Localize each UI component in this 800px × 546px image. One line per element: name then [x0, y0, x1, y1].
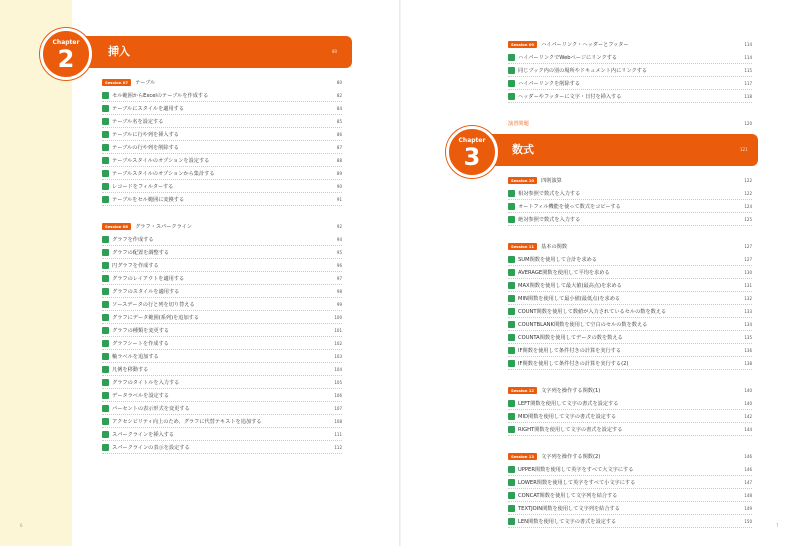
toc-item: [508, 64, 752, 77]
page-number: 114: [744, 42, 752, 47]
bullet-square-icon: [102, 275, 109, 282]
toc-item-title: テーブルの行や列を削除する: [112, 144, 179, 151]
page-number: 136: [744, 347, 752, 353]
page-number: 130: [744, 269, 752, 275]
toc-item-title: 円グラフを作成する: [112, 262, 159, 269]
toc-item: [102, 337, 342, 350]
page-number: 147: [744, 479, 752, 485]
page-number: 100: [334, 314, 342, 320]
bullet-square-icon: [508, 54, 515, 61]
toc-item-title: レコードをフィルターする: [112, 183, 174, 190]
toc-item: [508, 253, 752, 266]
session-badge: Session 08: [102, 223, 131, 230]
page-number: 112: [334, 444, 342, 450]
toc-item-title: ソースデータの行と列を切り替える: [112, 301, 195, 308]
bullet-square-icon: [508, 203, 515, 210]
toc-gap: [508, 436, 752, 450]
toc-item-title: ハイパーリンクでWebページにリンクする: [518, 54, 618, 61]
toc-gap: [102, 206, 342, 220]
session-badge: Session 07: [102, 79, 131, 86]
page-number: 89: [336, 170, 342, 176]
bullet-square-icon: [508, 256, 515, 263]
toc-item: [102, 272, 342, 285]
toc-item-title: テーブル名を設定する: [112, 118, 164, 125]
page-number: 111: [334, 431, 342, 437]
bullet-square-icon: [508, 479, 515, 486]
page-number: 105: [334, 379, 342, 385]
session-badge: Session 11: [508, 243, 537, 250]
toc-item: [508, 331, 752, 344]
page-number: 150: [744, 518, 752, 524]
toc-item-title: TEXTJOIN関数を使用して文字列を結合する: [518, 505, 620, 512]
page-number: 122: [744, 178, 752, 183]
toc-item: [102, 233, 342, 246]
page-number: 140: [744, 400, 752, 406]
bullet-square-icon: [102, 431, 109, 438]
toc-item: [508, 187, 752, 200]
page-number: 94: [336, 236, 342, 242]
toc-item-title: SUM関数を使用して合計を求める: [518, 256, 598, 263]
toc-item: [508, 305, 752, 318]
toc-item-title: テーブルスタイルのオプションから集計する: [112, 170, 215, 177]
bullet-square-icon: [102, 118, 109, 125]
page-number: 95: [336, 249, 342, 255]
chapter-2-badge: [40, 28, 92, 80]
toc-gap: [508, 370, 752, 384]
session-title: 基本の関数: [541, 244, 568, 250]
page-number: 98: [336, 288, 342, 294]
bullet-square-icon: [102, 196, 109, 203]
toc-item-title: グラフの配置を調整する: [112, 249, 170, 256]
toc-item-title: グラフのタイトルを入力する: [112, 379, 180, 386]
session-badge: Session 12: [508, 387, 537, 394]
bullet-square-icon: [102, 392, 109, 399]
bullet-square-icon: [508, 295, 515, 302]
bullet-square-icon: [508, 492, 515, 499]
toc-item-title: グラフを作成する: [112, 236, 154, 243]
toc-item-title: グラフにデータ範囲(系列)を追加する: [112, 314, 200, 321]
toc-item: [102, 363, 342, 376]
page-number: 120: [744, 121, 752, 126]
toc-item: [102, 115, 342, 128]
bullet-square-icon: [102, 92, 109, 99]
toc-item: [508, 397, 752, 410]
bullet-square-icon: [508, 400, 515, 407]
page-number: 99: [336, 301, 342, 307]
toc-session-heading: [508, 450, 752, 463]
toc-item: [508, 77, 752, 90]
page-number: 148: [744, 492, 752, 498]
page-number: 133: [744, 308, 752, 314]
toc-item-title: グラフのスタイルを適用する: [112, 288, 180, 295]
page-number: 87: [336, 144, 342, 150]
toc-item-title: IF関数を使用して条件付きの計算を実行する: [518, 347, 622, 354]
left-folio: 6: [20, 523, 23, 528]
toc-item-title: テーブルスタイルのオプションを設定する: [112, 157, 210, 164]
toc-item: [102, 246, 342, 259]
toc-item-title: アクセシビリティ向上のため、グラフに代替テキストを追加する: [112, 418, 262, 425]
toc-item: [102, 128, 342, 141]
page-number: 86: [336, 131, 342, 137]
bullet-square-icon: [102, 236, 109, 243]
right-folio: 7: [776, 523, 779, 528]
page-number: 117: [744, 80, 752, 86]
toc-item-title: 軸ラベルを追加する: [112, 353, 159, 360]
bullet-square-icon: [102, 353, 109, 360]
toc-item-title: ヘッダーやフッターに文字・日付を挿入する: [518, 93, 622, 100]
toc-item: [508, 463, 752, 476]
toc-item: [102, 402, 342, 415]
toc-item: [508, 423, 752, 436]
toc-gap: [508, 226, 752, 240]
toc-item: [508, 357, 752, 370]
toc-item-title: LEFT関数を使用して文字の書式を設定する: [518, 400, 619, 407]
page-number: 107: [334, 405, 342, 411]
toc-item: [508, 279, 752, 292]
toc-item: [102, 350, 342, 363]
bullet-square-icon: [102, 418, 109, 425]
page-number: 146: [744, 466, 752, 472]
toc-item: [102, 259, 342, 272]
chapter-label: Chapter: [52, 39, 80, 46]
page-number: 132: [744, 295, 752, 301]
toc-item: [508, 344, 752, 357]
toc-item: [508, 410, 752, 423]
toc-item-title: グラフのレイアウトを適用する: [112, 275, 185, 282]
toc-item: [508, 90, 752, 103]
bullet-square-icon: [508, 466, 515, 473]
bullet-square-icon: [508, 518, 515, 525]
toc-item-title: COUNT関数を使用して数値が入力されているセルの数を数える: [518, 308, 667, 315]
bullet-square-icon: [102, 314, 109, 321]
session-title: ハイパーリンク・ヘッダーとフッター: [541, 42, 629, 48]
toc-item-title: グラフシートを作成する: [112, 340, 169, 347]
toc-item: [508, 51, 752, 64]
review-label: 演習問題: [508, 121, 529, 127]
toc-item-title: MAX関数を使用して最大値(最高点)を求める: [518, 282, 622, 289]
session-badge: Session 13: [508, 453, 537, 460]
toc-session-heading: [102, 76, 342, 89]
toc-item: [508, 200, 752, 213]
toc-item: [102, 102, 342, 115]
right-top-toc-list: [508, 38, 752, 130]
toc-item-title: 絶対参照で数式を入力する: [518, 216, 581, 223]
page-number: 146: [744, 454, 752, 459]
page-number: 104: [334, 366, 342, 372]
session-title: 文字列を操作する関数(1): [541, 388, 601, 394]
toc-item: [508, 266, 752, 279]
chapter-2-page: 80: [332, 49, 338, 54]
session-title: 文字列を操作する関数(2): [541, 454, 601, 460]
bullet-square-icon: [508, 80, 515, 87]
toc-item: [508, 502, 752, 515]
toc-item-title: IF関数を使用して条件付きの計算を実行する(2): [518, 360, 629, 367]
page-number: 108: [334, 418, 342, 424]
bullet-square-icon: [102, 405, 109, 412]
bullet-square-icon: [102, 379, 109, 386]
page-number: 124: [744, 203, 752, 209]
bullet-square-icon: [508, 93, 515, 100]
toc-item: [102, 389, 342, 402]
page-number: 144: [744, 426, 752, 432]
page-number: 102: [334, 340, 342, 346]
toc-item-title: UPPER関数を使用して英字をすべて大文字にする: [518, 466, 634, 473]
bullet-square-icon: [102, 144, 109, 151]
toc-item: [102, 441, 342, 454]
page-number: 91: [336, 196, 342, 202]
bullet-square-icon: [102, 366, 109, 373]
page-number: 103: [334, 353, 342, 359]
chapter-label: Chapter: [458, 137, 486, 144]
toc-item-title: COUNTA関数を使用してデータの数を数える: [518, 334, 623, 341]
toc-item: [508, 489, 752, 502]
toc-item: [508, 213, 752, 226]
page-number: 127: [744, 244, 752, 249]
toc-item-title: セル範囲からExcelのテーブルを作成する: [112, 92, 209, 99]
toc-item-title: テーブルをセル範囲に変換する: [112, 196, 185, 203]
page-number: 125: [744, 216, 752, 222]
page-number: 118: [744, 93, 752, 99]
page-number: 127: [744, 256, 752, 262]
bullet-square-icon: [508, 282, 515, 289]
page-number: 138: [744, 360, 752, 366]
page-number: 134: [744, 321, 752, 327]
page-number: 142: [744, 413, 752, 419]
toc-item-title: RIGHT関数を使用して文字の書式を設定する: [518, 426, 623, 433]
book-spine: [399, 0, 401, 546]
page-number: 88: [336, 157, 342, 163]
toc-item: [508, 515, 752, 528]
toc-item-title: グラフの種類を変更する: [112, 327, 170, 334]
page-number: 135: [744, 334, 752, 340]
toc-item: [102, 376, 342, 389]
toc-item-title: 相対参照で数式を入力する: [518, 190, 581, 197]
toc-item: [508, 292, 752, 305]
toc-item-title: 凡例を移動する: [112, 366, 149, 373]
toc-item-title: テーブルに行や列を挿入する: [112, 131, 179, 138]
bullet-square-icon: [102, 301, 109, 308]
bullet-square-icon: [102, 327, 109, 334]
toc-item: [102, 415, 342, 428]
bullet-square-icon: [508, 269, 515, 276]
session-title: グラフ・スパークライン: [135, 224, 192, 230]
bullet-square-icon: [508, 347, 515, 354]
page-number: 140: [744, 388, 752, 393]
toc-item: [102, 154, 342, 167]
toc-item: [102, 167, 342, 180]
bullet-square-icon: [102, 340, 109, 347]
page-number: 96: [336, 262, 342, 268]
bullet-square-icon: [508, 334, 515, 341]
toc-item-title: パーセントの表示形式を変更する: [112, 405, 190, 412]
toc-item-title: テーブルにスタイルを適用する: [112, 105, 185, 112]
left-toc-list: [102, 76, 342, 454]
bullet-square-icon: [102, 288, 109, 295]
toc-item-title: 同じブック内の別の場所やドキュメント内にリンクする: [518, 67, 648, 74]
page-number: 90: [336, 183, 342, 189]
page-number: 97: [336, 275, 342, 281]
toc-item-title: MID関数を使用して文字の書式を設定する: [518, 413, 617, 420]
bullet-square-icon: [508, 413, 515, 420]
toc-item: [102, 311, 342, 324]
bullet-square-icon: [102, 170, 109, 177]
chapter-3-page: 121: [740, 147, 748, 152]
toc-item: [508, 476, 752, 489]
bullet-square-icon: [508, 308, 515, 315]
bullet-square-icon: [102, 105, 109, 112]
toc-item: [508, 318, 752, 331]
toc-item-title: ハイパーリンクを削除する: [518, 80, 581, 87]
chapter-number: 3: [463, 143, 481, 171]
bullet-square-icon: [508, 67, 515, 74]
toc-item: [102, 428, 342, 441]
toc-item-title: CONCAT関数を使用して文字列を結合する: [518, 492, 618, 499]
toc-item-title: AVERAGE関数を使用して平均を求める: [518, 269, 610, 276]
bullet-square-icon: [508, 426, 515, 433]
page-number: 131: [744, 282, 752, 288]
toc-session-heading: [508, 174, 752, 187]
session-title: テーブル: [135, 80, 156, 86]
toc-item: [102, 141, 342, 154]
toc-gap: [508, 103, 752, 117]
bullet-square-icon: [102, 131, 109, 138]
chapter-3-badge: [446, 126, 498, 178]
toc-item-title: COUNTBLANK関数を使用して空白のセルの数を数える: [518, 321, 648, 328]
page-number: 122: [744, 190, 752, 196]
page-number: 80: [336, 80, 342, 85]
bullet-square-icon: [508, 216, 515, 223]
toc-session-heading: [102, 220, 342, 233]
bullet-square-icon: [102, 262, 109, 269]
page-number: 149: [744, 505, 752, 511]
page-number: 114: [744, 54, 752, 60]
toc-session-heading: [508, 384, 752, 397]
toc-session-heading: [508, 240, 752, 253]
chapter-number: 2: [57, 45, 75, 73]
toc-session-heading: [508, 38, 752, 51]
page-number: 101: [334, 327, 342, 333]
bullet-square-icon: [508, 190, 515, 197]
bullet-square-icon: [102, 249, 109, 256]
toc-item: [102, 285, 342, 298]
bullet-square-icon: [102, 157, 109, 164]
session-title: 四則演算: [541, 178, 562, 184]
page-number: 82: [336, 92, 342, 98]
toc-item: [102, 298, 342, 311]
toc-item-title: スパークラインの表示を設定する: [112, 444, 190, 451]
page-number: 85: [336, 118, 342, 124]
bullet-square-icon: [102, 444, 109, 451]
chapter-2-banner: [62, 36, 352, 68]
bullet-square-icon: [508, 360, 515, 367]
toc-item-title: LEN関数を使用して文字の書式を設定する: [518, 518, 617, 525]
session-badge: Session 09: [508, 41, 537, 48]
toc-item-title: スパークラインを挿入する: [112, 431, 175, 438]
session-badge: Session 10: [508, 177, 537, 184]
toc-item-title: MIN関数を使用して最小値(最低点)を求める: [518, 295, 621, 302]
bullet-square-icon: [508, 505, 515, 512]
toc-item: [102, 193, 342, 206]
chapter-3-title: 数式: [512, 143, 534, 156]
page-number: 84: [336, 105, 342, 111]
toc-item-title: データラベルを設定する: [112, 392, 170, 399]
page-number: 115: [744, 67, 752, 73]
toc-item: [102, 89, 342, 102]
left-margin-strip: [0, 0, 72, 546]
page-number: 106: [334, 392, 342, 398]
chapter-2-title: 挿入: [108, 45, 130, 58]
toc-review: [508, 117, 752, 130]
bullet-square-icon: [102, 183, 109, 190]
toc-item: [102, 324, 342, 337]
toc-item-title: オートフィル機能を使って数式をコピーする: [518, 203, 621, 210]
page-number: 92: [336, 224, 342, 229]
bullet-square-icon: [508, 321, 515, 328]
toc-item-title: LOWER関数を使用して英字をすべて小文字にする: [518, 479, 636, 486]
right-toc-list: [508, 174, 752, 528]
toc-item: [102, 180, 342, 193]
